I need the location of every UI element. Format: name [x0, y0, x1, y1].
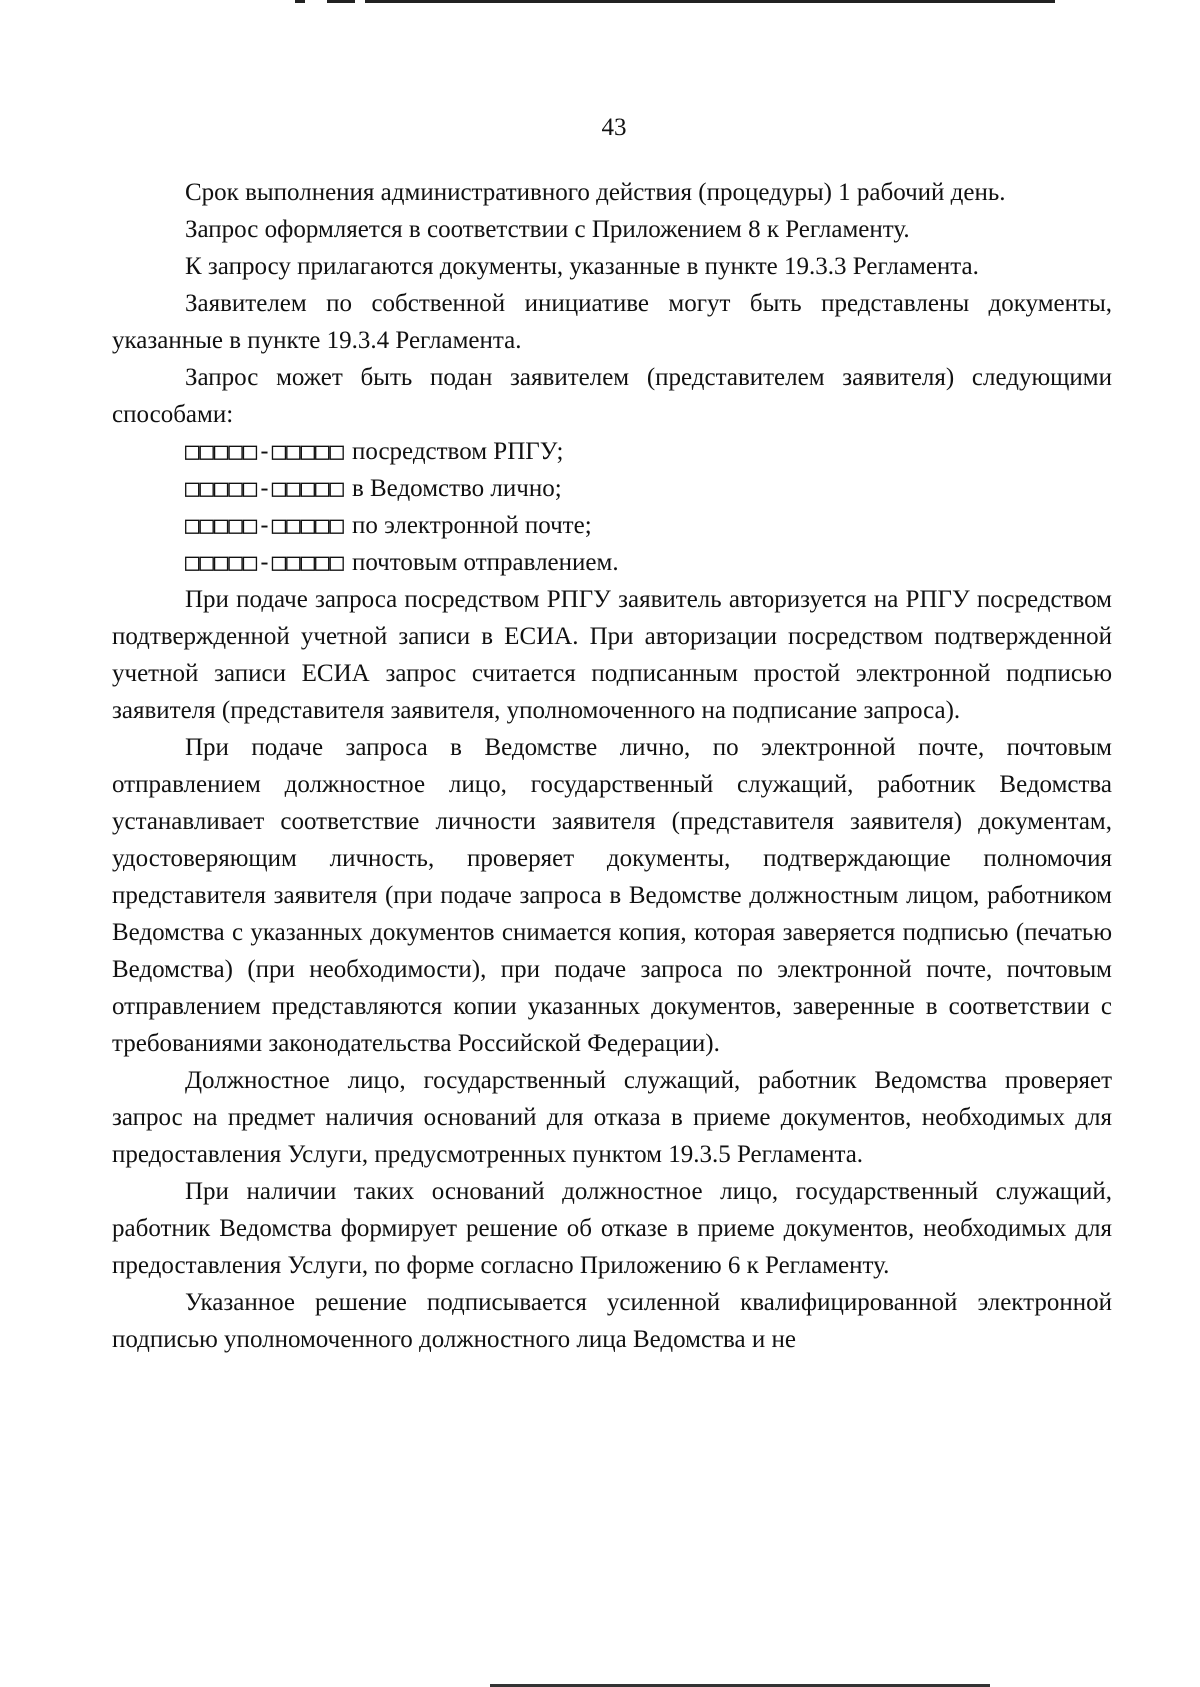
list-marker: □□□□□-□□□□□ — [185, 511, 344, 539]
paragraph-submission-methods: Запрос может быть подан заявителем (представителем заявителя) следующими способами: — [112, 364, 1112, 428]
list-item — [112, 470, 1112, 507]
document-body — [112, 174, 1112, 1358]
list-item — [112, 433, 1112, 470]
paragraph-decision-signature: Указанное решение подписывается усиленной квалифицированной электронной подписью уполномоченного должностного лица Ведомства и не — [112, 1289, 1112, 1353]
scan-top-border — [295, 0, 1055, 3]
paragraph-request-form: Запрос оформляется в соответствии с Приложением 8 к Регламенту. — [185, 216, 910, 243]
paragraph-own-initiative-docs: Заявителем по собственной инициативе могут быть представлены документы, указанные в пункте 19.3.4 Регламента. — [112, 290, 1112, 354]
paragraph-attached-docs: К запросу прилагаются документы, указанные в пункте 19.3.3 Регламента. — [185, 253, 979, 280]
paragraph-refusal-decision: При наличии таких оснований должностное лицо, государственный служащий, работник Ведомства формирует решение об отказе в приеме документов, необходимых для предоставления Услуги, по форме согласно Приложению 6 к Регламенту. — [112, 1178, 1112, 1279]
paragraph-request-check: Должностное лицо, государственный служащий, работник Ведомства проверяет запрос на предмет наличия оснований для отказа в приеме документов, необходимых для предоставления Услуги, предусмотренных пунктом 19.3.5 Регламента. — [112, 1067, 1112, 1168]
list-item-text: почтовым отправлением. — [351, 549, 619, 576]
list-marker: □□□□□-□□□□□ — [185, 474, 344, 502]
submission-methods-list — [112, 433, 1112, 581]
list-marker: □□□□□-□□□□□ — [185, 437, 344, 465]
page-number: 43 — [601, 114, 627, 141]
list-item-text: по электронной почте; — [351, 512, 592, 539]
paragraph-in-person-submission: При подаче запроса в Ведомстве лично, по электронной почте, почтовым отправлением должностное лицо, государственный служащий, работник Ведомства устанавливает соответствие личности заявителя (представителя заявителя) документам, удостоверяющим личность, проверяет документы, подтверждающие полномочия представителя заявителя (при подаче запроса в Ведомстве должностным лицом, работником Ведомства с указанных документов снимается копия, которая заверяется подписью (печатью Ведомства) (при необходимости), при подаче запроса по электронной почте, почтовым отправлением представляются копии указанных документов, заверенные в соответствии с требованиями законодательства Российской Федерации). — [112, 734, 1112, 1057]
paragraph-rpgu-submission: При подаче запроса посредством РПГУ заявитель авторизуется на РПГУ посредством подтвержденной учетной записи в ЕСИА. При авторизации посредством подтвержденной учетной записи ЕСИА запрос считается подписанным простой электронной подписью заявителя (представителя заявителя, уполномоченного на подписание запроса). — [112, 586, 1112, 724]
paragraph-deadline: Срок выполнения административного действия (процедуры) 1 рабочий день. — [185, 179, 1006, 206]
list-item — [112, 507, 1112, 544]
list-item — [112, 544, 1112, 581]
list-marker: □□□□□-□□□□□ — [185, 548, 344, 576]
list-item-text: в Ведомство лично; — [351, 475, 562, 502]
list-item-text: посредством РПГУ; — [351, 438, 564, 465]
